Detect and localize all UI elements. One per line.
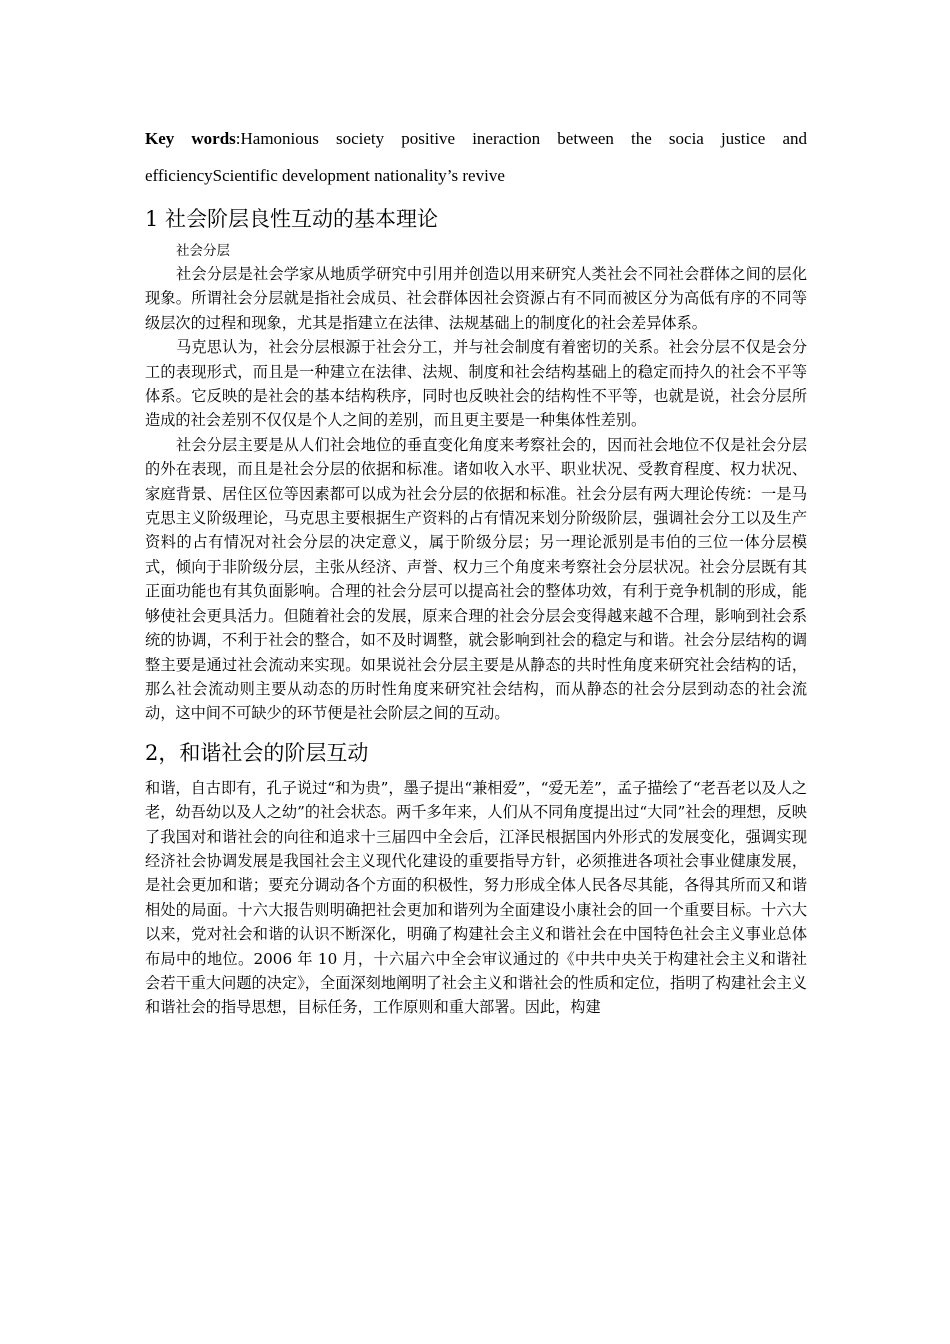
keywords-line <box>145 120 807 194</box>
section-1-paragraph: 马克思认为，社会分层根源于社会分工，并与社会制度有着密切的关系。社会分层不仅是会分工的表现形式，而且是一种建立在法律、法规、制度和社会结构基础上的稳定而持久的社会不平等体系。它反映的是社会的基本结构秩序，同时也反映社会的结构性不平等，也就是说，社会分层所造成的社会差别不仅仅是个人之间的差别，而且更主要是一种集体性差别。 <box>145 338 807 430</box>
section-1-paragraph: 社会分层是社会学家从地质学研究中引用并创造以用来研究人类社会不同社会群体之间的层化现象。所谓社会分层就是指社会成员、社会群体因社会资源占有不同而被区分为高低有序的不同等级层次的过程和现象，尤其是指建立在法律、法规基础上的制度化的社会差异体系。 <box>145 265 807 332</box>
page-content <box>145 120 807 1020</box>
keywords-label: Key words <box>145 129 236 148</box>
section-2-paragraph: 和谐，自古即有，孔子说过“和为贵”，墨子提出“兼相爱”，“爱无差”，孟子描绘了“老吾老以及人之老，幼吾幼以及人之幼”的社会状态。两千多年来，人们从不同角度提出过“大同”社会的理想，反映了我国对和谐社会的向往和追求十三届四中全会后，江泽民根据国内外形式的发展变化，强调实现经济社会协调发展是我国社会主义现代化建设的重要指导方针，必须推进各项社会事业健康发展，是社会更加和谐；要充分调动各个方面的积极性，努力形成全体人民各尽其能，各得其所而又和谐相处的局面。十六大报告则明确把社会更加和谐列为全面建设小康社会的回一个重要目标。十六大以来，党对社会和谐的认识不断深化，明确了构建社会主义和谐社会在中国特色社会主义事业总体布局中的地位。2006 年 10 月，十六届六中全会审议通过的《中共中央关于构建社会主义和谐社会若干重大问题的决定》，全面深刻地阐明了社会主义和谐社会的性质和定位，指明了构建社会主义和谐社会的指导思想，目标任务，工作原则和重大部署。因此，构建 <box>145 778 807 1017</box>
section-1-paragraph: 社会分层主要是从人们社会地位的垂直变化角度来考察社会的，因而社会地位不仅是社会分层的外在表现，而且是社会分层的依据和标准。诸如收入水平、职业状况、受教育程度、权力状况、家庭背景、居住区位等因素都可以成为社会分层的依据和标准。社会分层有两大理论传统：一是马克思主义阶级理论，马克思主要根据生产资料的占有情况来划分阶级阶层，强调社会分工以及生产资料的占有情况对社会分层的决定意义，属于阶级分层；另一理论派别是韦伯的三位一体分层模式，倾向于非阶级分层，主张从经济、声誉、权力三个角度来考察社会分层状况。社会分层既有其正面功能也有其负面影响。合理的社会分层可以提高社会的整体功效，有利于竞争机制的形成，能够使社会更具活力。但随着社会的发展，原来合理的社会分层会变得越来越不合理，影响到社会系统的协调，不利于社会的整合，如不及时调整，就会影响到社会的稳定与和谐。社会分层结构的调整主要是通过社会流动来实现。如果说社会分层主要是从静态的共时性角度来研究社会结构的话，那么社会流动则主要从动态的历时性角度来研究社会结构，而从静态的社会分层到动态的社会流动，这中间不可缺少的环节便是社会阶层之间的互动。 <box>145 435 807 723</box>
keywords-text: :Hamonious society positive ineraction between the socia justice and efficiencyScientific development nationality’s revive <box>145 129 807 185</box>
section-1-heading: 1 社会阶层良性互动的基本理论 <box>145 207 439 231</box>
section-2-heading: 2，和谐社会的阶层互动 <box>145 740 369 765</box>
section-1-subheading: 社会分层 <box>176 243 230 259</box>
